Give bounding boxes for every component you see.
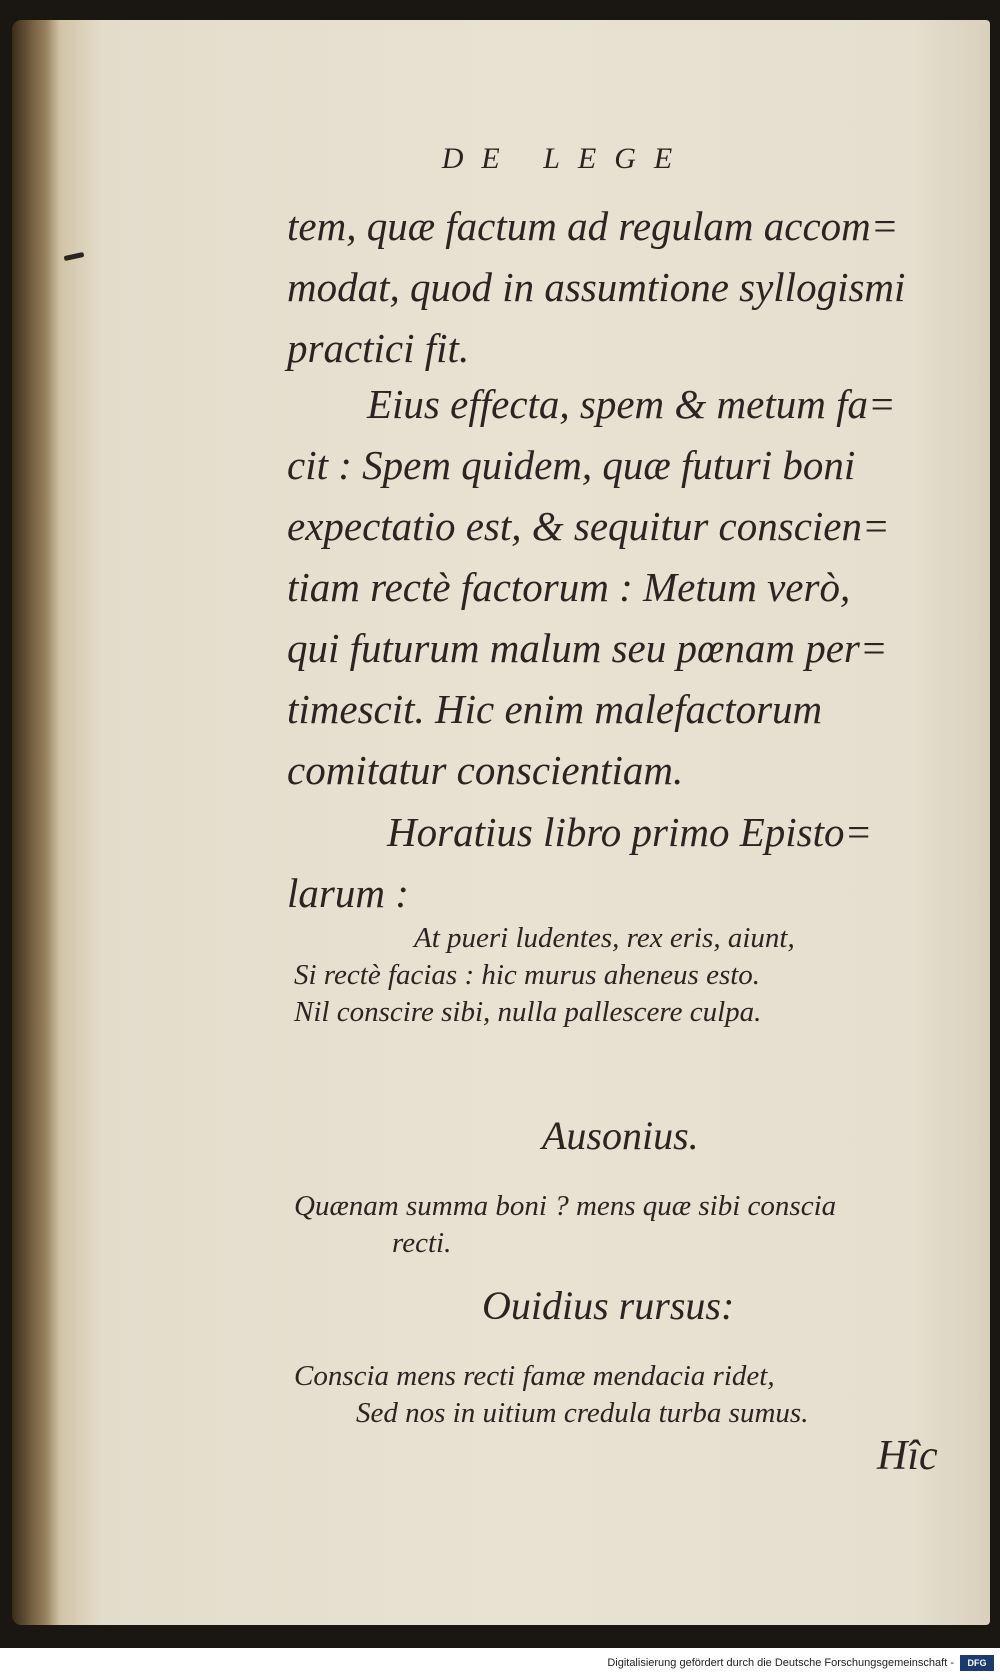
paragraph-2 — [287, 374, 977, 801]
running-head: DE LEGE — [441, 142, 691, 175]
heading-ausonius: Ausonius. — [542, 1113, 699, 1158]
text-line: Eius effecta, spem & metum fa= — [367, 381, 896, 427]
catchword: Hîc — [877, 1433, 938, 1479]
footer-bar — [0, 1648, 1000, 1680]
text-line: tiam rectè factorum : Metum verò, — [287, 564, 851, 610]
text-line: cit : Spem quidem, quæ futuri boni — [287, 442, 856, 488]
verse-line-horace: Nil conscire sibi, nulla pallescere culpa. — [294, 996, 762, 1028]
verse-line-ausonius: Quænam summa boni ? mens quæ sibi conscia — [294, 1190, 837, 1222]
paragraph-3 — [287, 802, 977, 924]
dfg-logo-icon: DFG — [960, 1655, 994, 1671]
text-line: larum : — [287, 870, 409, 916]
heading-ovid: Ouidius rursus: — [482, 1283, 735, 1328]
text-line: comitatur conscientiam. — [287, 747, 684, 793]
verse-line-ovid: Sed nos in uitium credula turba sumus. — [356, 1397, 809, 1429]
text-line: Horatius libro primo Episto= — [387, 809, 873, 855]
book-page — [12, 20, 990, 1625]
paragraph-1 — [287, 196, 977, 379]
text-line: modat, quod in assumtione syllogismi — [287, 264, 906, 310]
text-line: timescit. Hic enim malefactorum — [287, 686, 823, 732]
verse-line-horace: At pueri ludentes, rex eris, aiunt, — [414, 922, 795, 954]
verse-line-ovid: Conscia mens recti famæ mendacia ridet, — [294, 1360, 775, 1392]
text-line: qui futurum malum seu pœnam per= — [287, 625, 888, 671]
verse-line-horace: Si rectè facias : hic murus aheneus esto. — [294, 959, 761, 991]
text-line: expectatio est, & sequitur conscien= — [287, 503, 890, 549]
verse-line-ausonius: recti. — [392, 1227, 452, 1259]
funding-notice: Digitalisierung gefördert durch die Deutsche Forschungsgemeinschaft - — [607, 1657, 954, 1669]
text-line: tem, quæ factum ad regulam accom= — [287, 203, 899, 249]
page-text — [12, 20, 990, 1625]
text-line: practici fit. — [287, 325, 470, 371]
